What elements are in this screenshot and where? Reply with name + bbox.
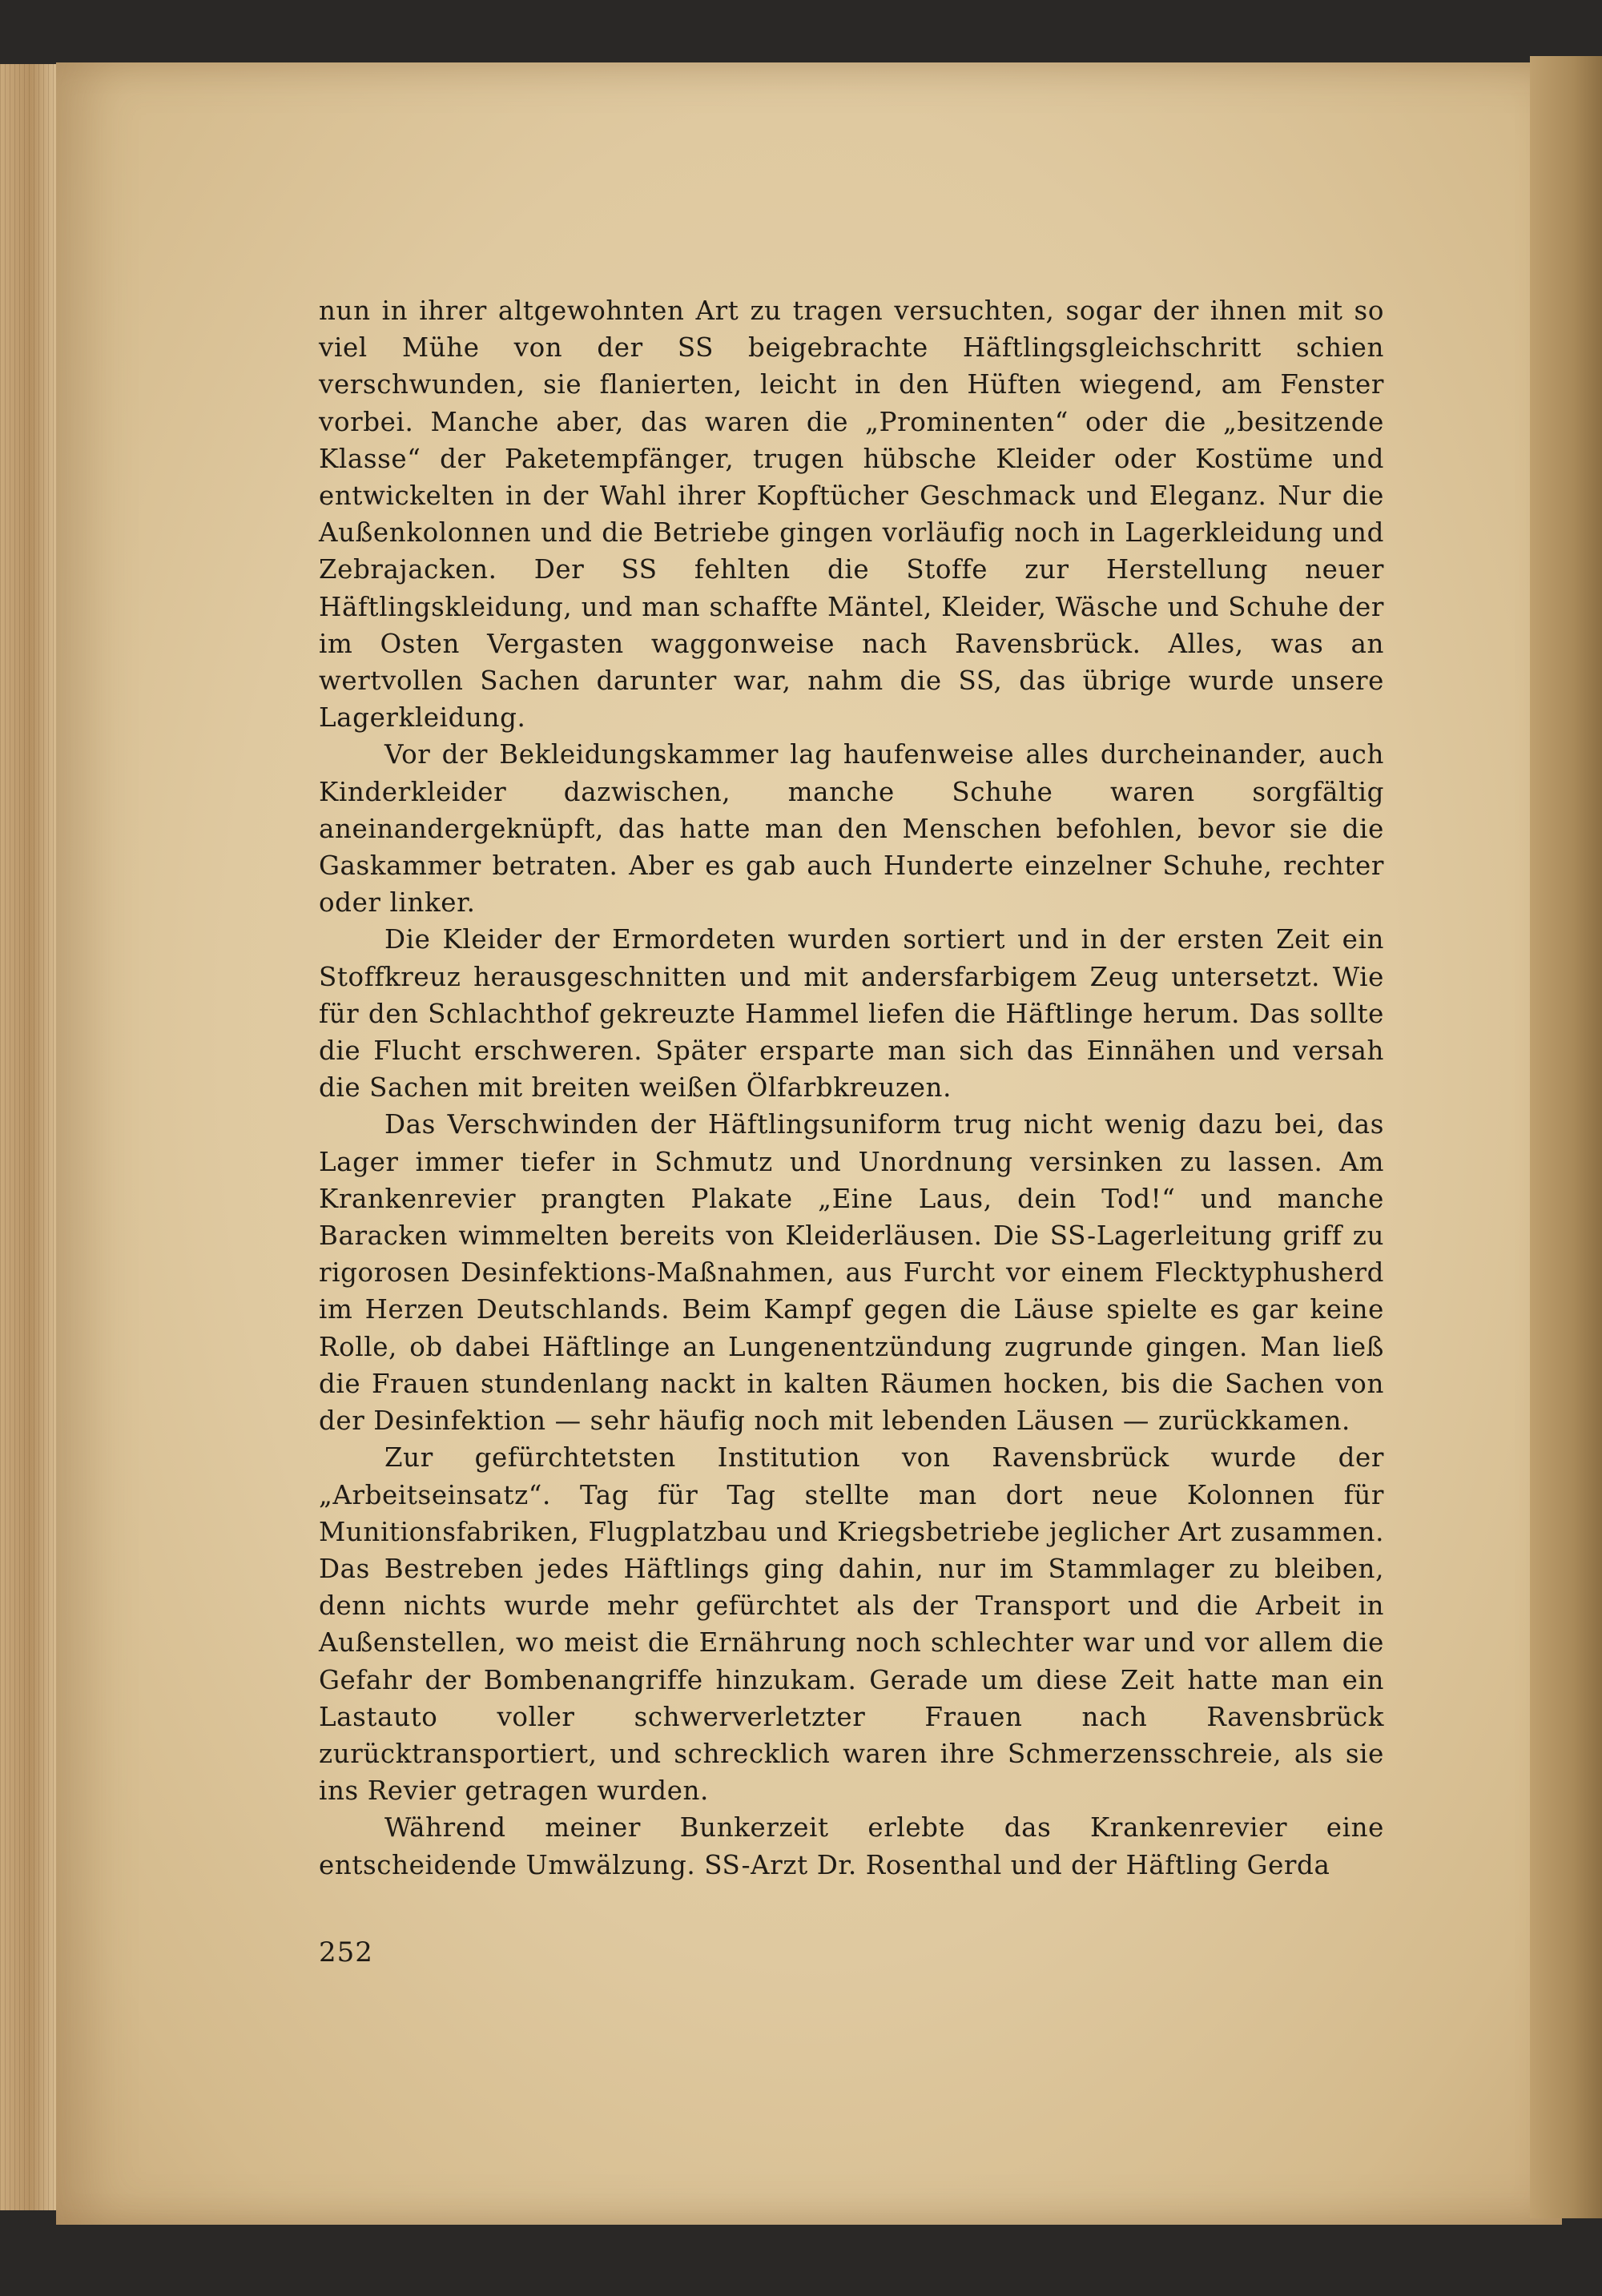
body-text: [319, 292, 1384, 1884]
paragraph-2: Vor der Bekleidungskammer lag haufenweise alles durcheinander, auch Kinderkleider dazwischen, manche Schuhe waren sorgfältig aneinandergeknüpft, das hatte man den Menschen befohlen, bevor sie die Gaskammer betraten. Aber es gab auch Hunderte einzelner Schuhe, rechter oder linker.: [319, 739, 1384, 919]
page-number: 252: [319, 1936, 373, 1968]
paragraph-1: nun in ihrer altgewohnten Art zu tragen versuchten, sogar der ihnen mit so viel Mühe von der SS beigebrachte Häftlingsgleichschritt schien verschwunden, sie flanierten, leicht in den Hüften wiegend, am Fenster vorbei. Manche aber, das waren die „Prominenten“ oder die „besitzende Klasse“ der Paketempfänger, trugen hübsche Kleider oder Kostüme und entwickelten in der Wahl ihrer Kopftücher Geschmack und Eleganz. Nur die Außenkolonnen und die Betriebe gingen vorläufig noch in Lagerkleidung und Zebrajacken. Der SS fehlten die Stoffe zur Herstellung neuer Häftlingskleidung, und man schaffte Mäntel, Kleider, Wäsche und Schuhe der im Osten Vergasten waggonweise nach Ravensbrück. Alles, was an wertvollen Sachen darunter war, nahm die SS, das übrige wurde unsere Lagerkleidung.: [319, 296, 1384, 734]
paragraph-3: Die Kleider der Ermordeten wurden sortiert und in der ersten Zeit ein Stoffkreuz herausgeschnitten und mit andersfarbigem Zeug untersetzt. Wie für den Schlachthof gekreuzte Hammel liefen die Häftlinge herum. Das sollte die Flucht erschweren. Später ersparte man sich das Einnähen und versah die Sachen mit breiten weißen Ölfarbkreuzen.: [319, 924, 1384, 1104]
paragraph-6: Während meiner Bunkerzeit erlebte das Krankenrevier eine entscheidende Umwälzung. SS-Arzt Dr. Rosenthal und der Häftling Gerda: [319, 1812, 1384, 1880]
book-cover-edge: [1530, 56, 1602, 2218]
paragraph-5: Zur gefürchtetsten Institution von Ravensbrück wurde der „Arbeitseinsatz“. Tag für Tag stellte man dort neue Kolonnen für Munitionsfabriken, Flugplatzbau und Kriegsbetriebe jeglicher Art zusammen. Das Bestreben jedes Häftlings ging dahin, nur im Stammlager zu bleiben, denn nichts wurde mehr gefürchtet als der Transport und die Arbeit in Außenstellen, wo meist die Ernährung noch schlechter war und vor allem die Gefahr der Bombenangriffe hinzukam. Gerade um diese Zeit hatte man ein Lastauto voller schwerverletzter Frauen nach Ravensbrück zurücktransportiert, und schrecklich waren ihre Schmerzensschreie, als sie ins Revier getragen wurden.: [319, 1442, 1384, 1807]
paragraph-4: Das Verschwinden der Häftlingsuniform trug nicht wenig dazu bei, das Lager immer tiefer in Schmutz und Unordnung versinken zu lassen. Am Krankenrevier prangten Plakate „Eine Laus, dein Tod!“ und manche Baracken wimmelten bereits von Kleiderläusen. Die SS-Lagerleitung griff zu rigorosen Desinfektions-Maßnahmen, aus Furcht vor einem Flecktyphusherd im Herzen Deutschlands. Beim Kampf gegen die Läuse spielte es gar keine Rolle, ob dabei Häftlinge an Lungenentzündung zugrunde gingen. Man ließ die Frauen stundenlang nackt in kalten Räumen hocken, bis die Sachen von der Desinfektion — sehr häufig noch mit lebenden Läusen — zurückkamen.: [319, 1109, 1384, 1437]
